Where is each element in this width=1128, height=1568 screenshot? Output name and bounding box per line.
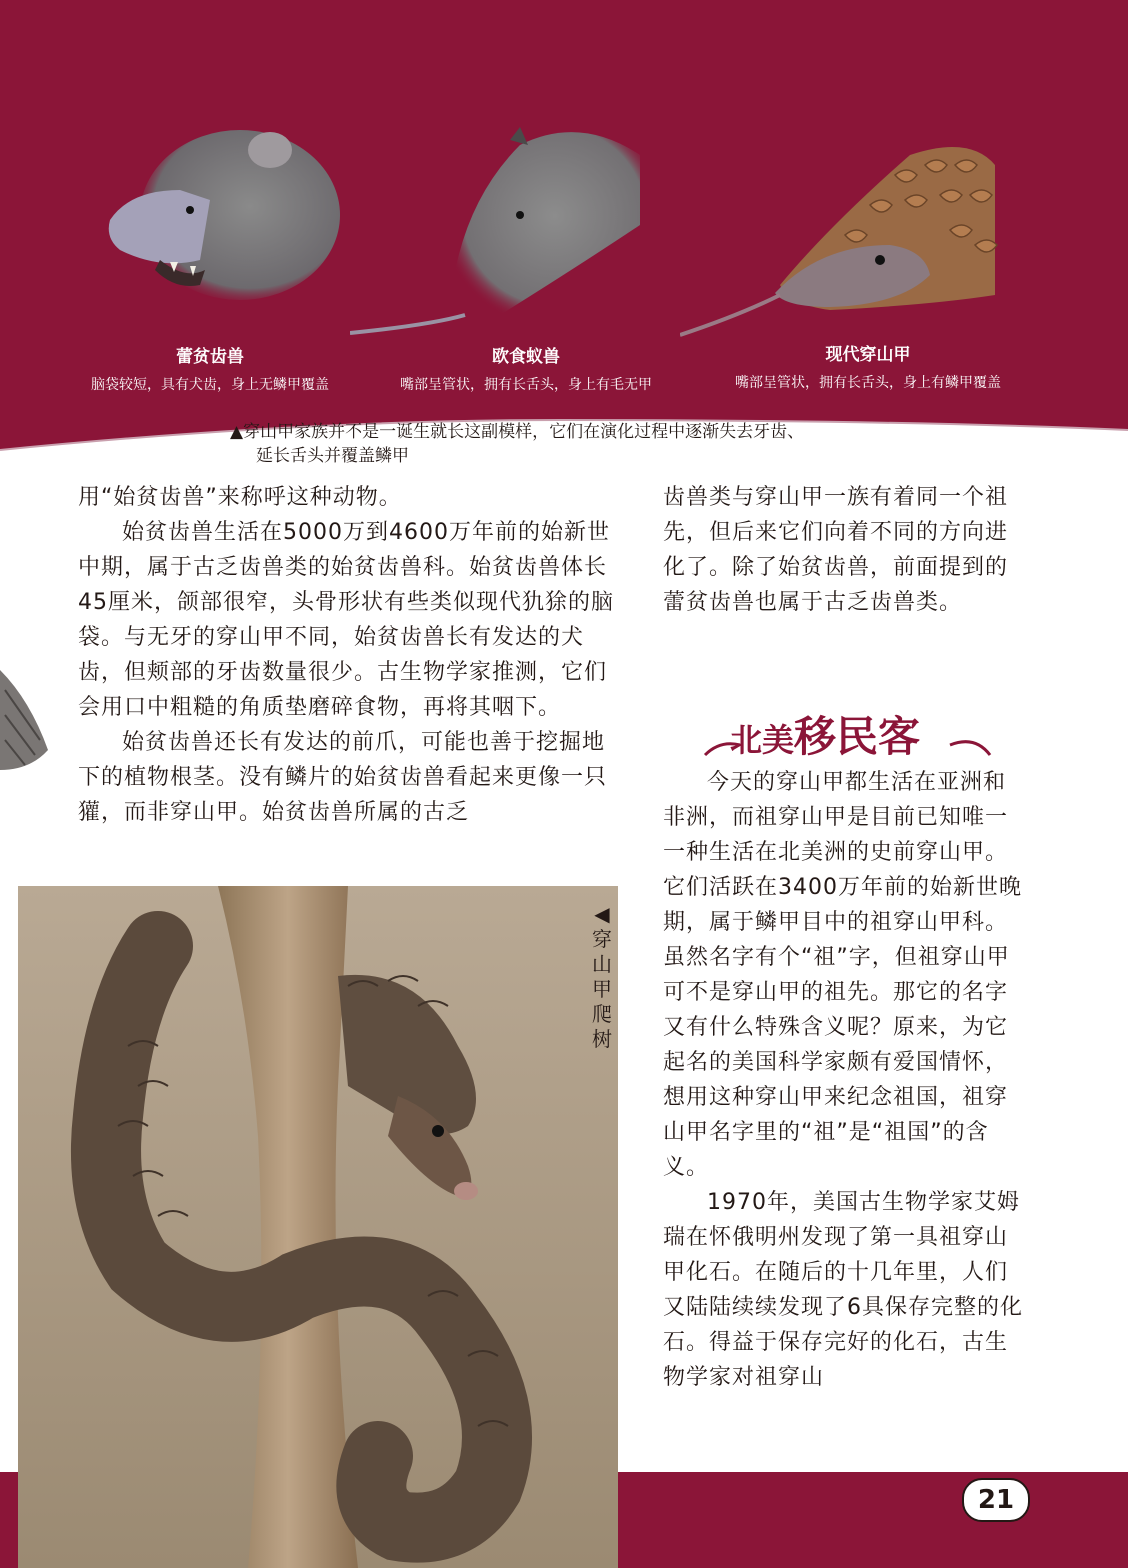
animal-name-3: 现代穿山甲 — [825, 345, 911, 365]
right-column-top — [663, 480, 1027, 620]
section-title — [730, 704, 920, 764]
left-column — [78, 480, 620, 830]
footer-bar — [618, 1472, 1128, 1568]
pangolin-climbing-photo — [18, 886, 618, 1568]
paragraph: 始贫齿兽还长有发达的前爪，可能也善于挖掘地下的植物根茎。没有鳞片的始贫齿兽看起来更像一只獾，而非穿山甲。始贫齿兽所属的古乏 — [78, 730, 608, 825]
animal-name-2: 欧食蚁兽 — [492, 347, 560, 367]
animal-name-1: 蕾贫齿兽 — [176, 347, 244, 367]
animal-desc-2: 嘴部呈管状，拥有长舌头，身上有毛无甲 — [400, 377, 652, 393]
paragraph: 1970年，美国古生物学家艾姆瑞在怀俄明州发现了第一具祖穿山甲化石。在随后的十几年里，人们又陆陆续续发现了6具保存完整的化石。得益于保存完好的化石，古生物学家对祖穿山 — [663, 1190, 1023, 1390]
animal-desc-1: 脑袋较短，具有犬齿，身上无鳞甲覆盖 — [91, 377, 329, 393]
figure-caption-line2: 延长舌头并覆盖鳞甲 — [256, 446, 409, 466]
paragraph: 今天的穿山甲都生活在亚洲和非洲，而祖穿山甲是目前已知唯一一种生活在北美洲的史前穿山甲。它们活跃在3400万年前的始新世晚期，属于鳞甲目中的祖穿山甲科。虽然名字有个“祖”字，但祖穿山甲可不是穿山甲的祖先。那它的名字又有什么特殊含义呢？原来，为它起名的美国科学家颇有爱国情怀，想用这种穿山甲来纪念祖国，祖穿山甲名字里的“祖”是“祖国”的含义。 — [663, 770, 1022, 1180]
section-title-part2: 移民客 — [794, 712, 921, 761]
footer-bar-left — [0, 1472, 18, 1568]
right-column — [663, 765, 1027, 1395]
paragraph: 齿兽类与穿山甲一族有着同一个祖先，但后来它们向着不同的方向进化了。除了始贫齿兽，前面提到的蕾贫齿兽也属于古乏齿兽类。 — [663, 485, 1009, 615]
animal-desc-3: 嘴部呈管状，拥有长舌头，身上有鳞甲覆盖 — [735, 375, 1001, 391]
paragraph: 始贫齿兽生活在5000万到4600万年前的始新世中期，属于古乏齿兽类的始贫齿兽科。始贫齿兽体长45厘米，颌部很窄，头骨形状有些类似现代犰狳的脑袋。与无牙的穿山甲不同，始贫齿兽长有发达的犬齿，但颊部的牙齿数量很少。古生物学家推测，它们会用口中粗糙的角质垫磨碎食物，再将其咽下。 — [78, 520, 614, 720]
page-number: 21 — [962, 1478, 1030, 1522]
paragraph: 用“始贫齿兽”来称呼这种动物。 — [78, 485, 402, 510]
wing-fragment-decoration — [0, 660, 60, 780]
section-title-part1: 北美 — [730, 721, 795, 759]
animal-head-illustration-2 — [350, 115, 650, 345]
figure-caption-line1: ▲穿山甲家族并不是一诞生就长这副模样，它们在演化过程中逐渐失去牙齿、 — [230, 422, 805, 442]
photo-caption: ◀穿山甲爬树 — [592, 902, 612, 1051]
animal-head-illustration-3 — [680, 135, 1010, 345]
animal-head-illustration-1 — [100, 120, 340, 310]
